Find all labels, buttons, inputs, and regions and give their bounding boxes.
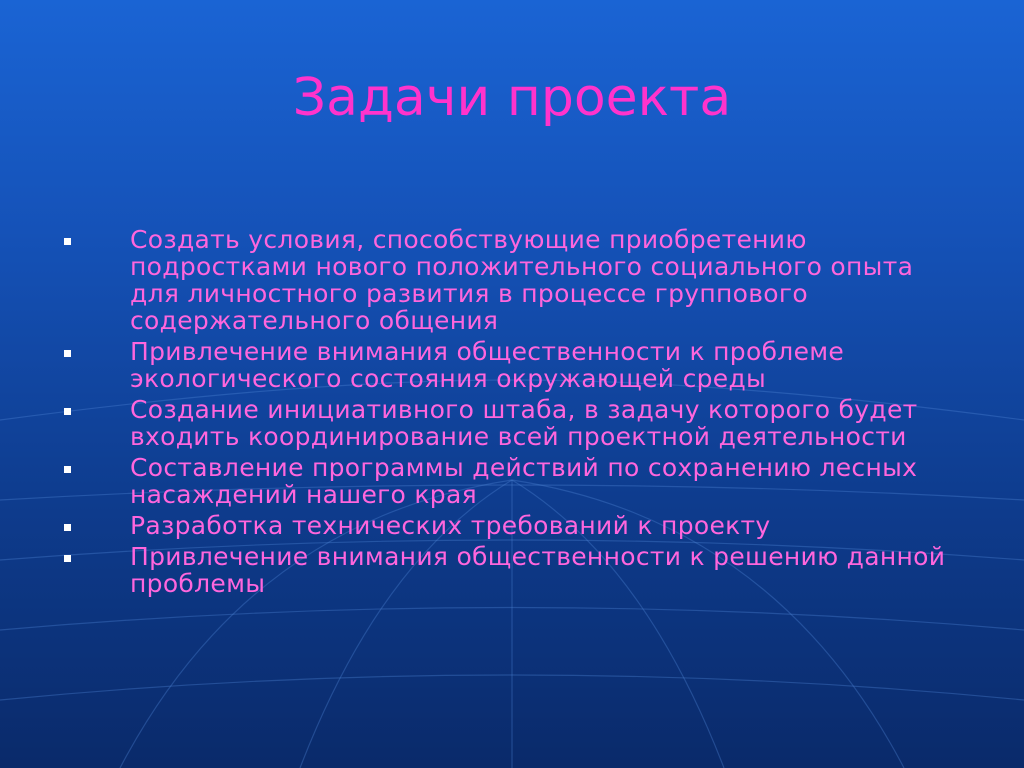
- task-text: Создание инициативного штаба, в задачу которого будет входить координирование всей проектной деятельности: [130, 395, 918, 451]
- task-item: [60, 338, 960, 392]
- square-bullet-icon: [64, 555, 71, 562]
- square-bullet-icon: [64, 408, 71, 415]
- task-list: [60, 226, 960, 601]
- task-item: [60, 226, 960, 334]
- slide-title: Задачи проекта: [292, 68, 732, 128]
- square-bullet-icon: [64, 350, 71, 357]
- square-bullet-icon: [64, 524, 71, 531]
- task-item: [60, 543, 960, 597]
- task-item: [60, 512, 960, 539]
- task-text: Разработка технических требований к проекту: [130, 511, 771, 540]
- task-text: Составление программы действий по сохранению лесных насаждений нашего края: [130, 453, 918, 509]
- task-text: Создать условия, способствующие приобретению подростками нового положительного социального опыта для личностного развития в процессе группового содержательного общения: [130, 225, 914, 335]
- square-bullet-icon: [64, 238, 71, 245]
- square-bullet-icon: [64, 466, 71, 473]
- task-item: [60, 454, 960, 508]
- task-text: Привлечение внимания общественности к проблеме экологического состояния окружающей среды: [130, 337, 845, 393]
- task-item: [60, 396, 960, 450]
- task-text: Привлечение внимания общественности к решению данной проблемы: [130, 542, 946, 598]
